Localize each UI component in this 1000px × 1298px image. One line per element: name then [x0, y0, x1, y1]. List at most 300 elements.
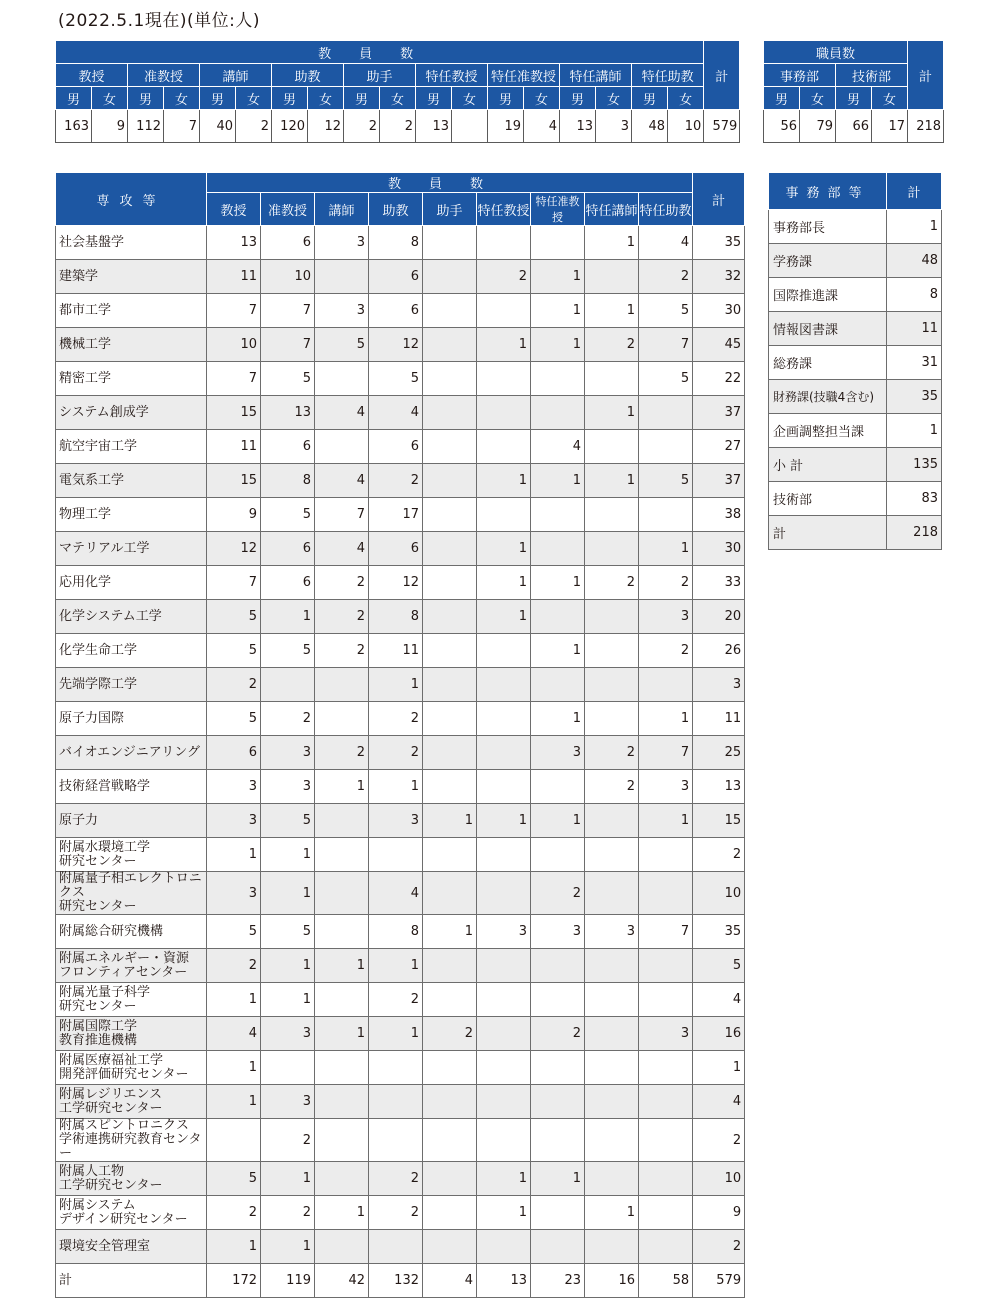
- count-cell: 1: [207, 1085, 261, 1119]
- gender-header: 女: [872, 87, 908, 110]
- count-cell: [585, 804, 639, 838]
- total-cell: 119: [261, 1264, 315, 1298]
- count-cell: [639, 498, 693, 532]
- count-cell: [585, 1162, 639, 1196]
- office-name: 小 計: [769, 448, 887, 482]
- count-cell: [585, 838, 639, 872]
- office-total: 135: [887, 448, 942, 482]
- count-cell: [531, 600, 585, 634]
- row-total: 35: [693, 915, 745, 949]
- count-cell: 6: [207, 736, 261, 770]
- office-name: 情報図書課: [769, 312, 887, 346]
- count-cell: 7: [261, 328, 315, 362]
- count-cell: 1: [477, 566, 531, 600]
- count-cell: [315, 702, 369, 736]
- gender-header: 女: [380, 87, 416, 110]
- count-cell: [531, 498, 585, 532]
- count-cell: [639, 872, 693, 915]
- major-name: 原子力: [56, 804, 207, 838]
- count-cell: 2: [423, 1017, 477, 1051]
- count-cell: 8: [369, 915, 423, 949]
- count-cell: [531, 770, 585, 804]
- rank-header: 特任教授: [416, 64, 488, 87]
- count-cell: [531, 532, 585, 566]
- office-total: 35: [887, 380, 942, 414]
- major-header: 専攻等: [56, 173, 207, 226]
- office-total: 218: [887, 516, 942, 550]
- count-cell: 1: [531, 804, 585, 838]
- count-cell: 2: [369, 1196, 423, 1230]
- count-cell: 5: [639, 362, 693, 396]
- count-cell: 1: [315, 1017, 369, 1051]
- row-total: 16: [693, 1017, 745, 1051]
- count-cell: 1: [531, 566, 585, 600]
- count-cell: 5: [639, 294, 693, 328]
- count-cell: 7: [639, 328, 693, 362]
- count-cell: 5: [261, 634, 315, 668]
- count-cell: 3: [261, 1085, 315, 1119]
- office-name: 事務部長: [769, 210, 887, 244]
- major-name: 附属スピントロニクス 学術連携研究教育センター: [56, 1119, 207, 1162]
- count-cell: 8: [261, 464, 315, 498]
- staff-group-header: 職員数: [764, 41, 908, 64]
- rank-header: 助手: [344, 64, 416, 87]
- count-cell: 7: [207, 566, 261, 600]
- major-name: 附属医療福祉工学 開発評価研究センター: [56, 1051, 207, 1085]
- row-total: 37: [693, 464, 745, 498]
- row-total: 11: [693, 702, 745, 736]
- count-cell: [531, 1085, 585, 1119]
- rank-column-header: 助教: [369, 193, 423, 226]
- count-cell: [585, 949, 639, 983]
- rank-header: 准教授: [128, 64, 200, 87]
- count-cell: [477, 872, 531, 915]
- table-row: [56, 226, 745, 260]
- gender-header: 女: [668, 87, 704, 110]
- count-cell: 6: [369, 260, 423, 294]
- total-cell: 172: [207, 1264, 261, 1298]
- table-row: [56, 1051, 745, 1085]
- row-total: 22: [693, 362, 745, 396]
- rank-column-header: 教授: [207, 193, 261, 226]
- count-cell: [423, 702, 477, 736]
- office-row: [769, 244, 942, 278]
- count-cell: [423, 328, 477, 362]
- count-cell: 2: [639, 260, 693, 294]
- major-name: 附属エネルギー・資源 フロンティアセンター: [56, 949, 207, 983]
- office-total: 31: [887, 346, 942, 380]
- office-name-header: 事務部等: [769, 173, 887, 210]
- rank-column-header: 特任講師: [585, 193, 639, 226]
- count-cell: 3: [477, 915, 531, 949]
- table-row: [56, 1162, 745, 1196]
- count-cell: 1: [585, 464, 639, 498]
- rank-header: 助教: [272, 64, 344, 87]
- count-cell: [369, 1119, 423, 1162]
- count-cell: [315, 1162, 369, 1196]
- count-cell: [423, 872, 477, 915]
- row-total: 25: [693, 736, 745, 770]
- count-cell: [477, 1051, 531, 1085]
- office-name: 技術部: [769, 482, 887, 516]
- row-total: 45: [693, 328, 745, 362]
- count-cell: [531, 1230, 585, 1264]
- gender-header: 女: [800, 87, 836, 110]
- rank-column-header: 特任教授: [477, 193, 531, 226]
- major-name: 物理工学: [56, 498, 207, 532]
- summary-value: 40: [200, 110, 236, 143]
- major-name: 電気系工学: [56, 464, 207, 498]
- count-cell: 1: [423, 804, 477, 838]
- office-name: 財務課(技職4含む): [769, 380, 887, 414]
- count-cell: 3: [585, 915, 639, 949]
- count-cell: 4: [639, 226, 693, 260]
- count-cell: 1: [639, 804, 693, 838]
- rank-column-header: 講師: [315, 193, 369, 226]
- count-cell: 7: [315, 498, 369, 532]
- faculty-count-header: 教員数: [207, 173, 693, 193]
- rank-header: 特任准教授: [488, 64, 560, 87]
- gender-header: 女: [236, 87, 272, 110]
- count-cell: 1: [639, 532, 693, 566]
- count-cell: 1: [207, 1051, 261, 1085]
- count-cell: [423, 736, 477, 770]
- count-cell: [315, 1119, 369, 1162]
- table-row: [56, 1230, 745, 1264]
- office-total: 48: [887, 244, 942, 278]
- count-cell: 1: [639, 702, 693, 736]
- count-cell: 2: [369, 983, 423, 1017]
- count-cell: [585, 872, 639, 915]
- table-row: [56, 260, 745, 294]
- office-name: 総務課: [769, 346, 887, 380]
- count-cell: 6: [369, 430, 423, 464]
- count-cell: [477, 1119, 531, 1162]
- count-cell: [315, 430, 369, 464]
- count-cell: 2: [585, 566, 639, 600]
- count-cell: 1: [315, 949, 369, 983]
- office-name: 学務課: [769, 244, 887, 278]
- major-name: 航空宇宙工学: [56, 430, 207, 464]
- count-cell: [639, 838, 693, 872]
- gender-header: 女: [452, 87, 488, 110]
- count-cell: [477, 498, 531, 532]
- count-cell: [639, 396, 693, 430]
- count-cell: [585, 634, 639, 668]
- count-cell: 2: [315, 634, 369, 668]
- table-row: [56, 634, 745, 668]
- count-cell: [639, 1051, 693, 1085]
- table-row: [56, 600, 745, 634]
- count-cell: 1: [477, 804, 531, 838]
- summary-value: 112: [128, 110, 164, 143]
- count-cell: [531, 838, 585, 872]
- grand-total: 579: [693, 1264, 745, 1298]
- major-name: 附属光量子科学 研究センター: [56, 983, 207, 1017]
- count-cell: 10: [261, 260, 315, 294]
- count-cell: 2: [207, 668, 261, 702]
- count-cell: 6: [261, 532, 315, 566]
- count-cell: 3: [639, 1017, 693, 1051]
- count-cell: 1: [531, 294, 585, 328]
- major-name: 附属システム デザイン研究センター: [56, 1196, 207, 1230]
- count-cell: 2: [315, 736, 369, 770]
- count-cell: 2: [261, 1196, 315, 1230]
- table-row: [56, 915, 745, 949]
- count-cell: 3: [261, 736, 315, 770]
- count-cell: [531, 949, 585, 983]
- row-total: 1: [693, 1051, 745, 1085]
- major-name: 化学生命工学: [56, 634, 207, 668]
- count-cell: 1: [477, 328, 531, 362]
- summary-value: 13: [560, 110, 596, 143]
- count-cell: [531, 1051, 585, 1085]
- staff-value: 17: [872, 110, 908, 143]
- count-cell: 4: [531, 430, 585, 464]
- count-cell: [477, 226, 531, 260]
- count-cell: 5: [207, 915, 261, 949]
- count-cell: [477, 1085, 531, 1119]
- count-cell: [477, 294, 531, 328]
- count-cell: 12: [369, 566, 423, 600]
- count-cell: [477, 949, 531, 983]
- count-cell: 2: [477, 260, 531, 294]
- major-name: 化学システム工学: [56, 600, 207, 634]
- count-cell: 2: [585, 770, 639, 804]
- total-cell: 132: [369, 1264, 423, 1298]
- count-cell: 4: [315, 396, 369, 430]
- count-cell: 1: [585, 1196, 639, 1230]
- rank-column-header: 准教授: [261, 193, 315, 226]
- count-cell: [585, 1017, 639, 1051]
- count-cell: 1: [261, 1162, 315, 1196]
- count-cell: [423, 600, 477, 634]
- office-row: [769, 380, 942, 414]
- count-cell: [531, 983, 585, 1017]
- count-cell: [639, 430, 693, 464]
- count-cell: [639, 1119, 693, 1162]
- count-cell: 1: [585, 396, 639, 430]
- table-row: [56, 736, 745, 770]
- major-name: システム創成学: [56, 396, 207, 430]
- gender-header: 男: [488, 87, 524, 110]
- table-row: [56, 498, 745, 532]
- count-cell: 2: [315, 600, 369, 634]
- count-cell: 7: [207, 362, 261, 396]
- office-name: 企画調整担当課: [769, 414, 887, 448]
- count-cell: [531, 1119, 585, 1162]
- staff-value: 66: [836, 110, 872, 143]
- count-cell: [423, 396, 477, 430]
- gender-header: 男: [344, 87, 380, 110]
- total-cell: 13: [477, 1264, 531, 1298]
- major-name: 原子力国際: [56, 702, 207, 736]
- count-cell: 1: [369, 949, 423, 983]
- row-total: 35: [693, 226, 745, 260]
- summary-value: 9: [92, 110, 128, 143]
- staff-value: 79: [800, 110, 836, 143]
- count-cell: 11: [369, 634, 423, 668]
- row-total: 5: [693, 949, 745, 983]
- count-cell: 1: [585, 226, 639, 260]
- count-cell: [315, 872, 369, 915]
- staff-summary-table: [763, 40, 944, 143]
- count-cell: 3: [207, 770, 261, 804]
- total-cell: 4: [423, 1264, 477, 1298]
- major-name: 機械工学: [56, 328, 207, 362]
- row-total: 26: [693, 634, 745, 668]
- count-cell: 3: [315, 226, 369, 260]
- row-total: 30: [693, 294, 745, 328]
- count-cell: 12: [207, 532, 261, 566]
- count-cell: [585, 1119, 639, 1162]
- table-row: [56, 396, 745, 430]
- rank-header: 教授: [56, 64, 128, 87]
- summary-value: 2: [236, 110, 272, 143]
- count-cell: 1: [477, 600, 531, 634]
- count-cell: [423, 464, 477, 498]
- gender-header: 男: [764, 87, 800, 110]
- count-cell: 4: [369, 872, 423, 915]
- count-cell: 15: [207, 464, 261, 498]
- count-cell: 5: [261, 804, 315, 838]
- summary-value: 13: [416, 110, 452, 143]
- count-cell: [585, 532, 639, 566]
- table-row: [56, 362, 745, 396]
- count-cell: 3: [531, 915, 585, 949]
- summary-value: 2: [344, 110, 380, 143]
- count-cell: 11: [207, 260, 261, 294]
- count-cell: [423, 1051, 477, 1085]
- count-cell: 6: [369, 294, 423, 328]
- count-cell: [477, 770, 531, 804]
- gender-header: 女: [308, 87, 344, 110]
- count-cell: 4: [315, 532, 369, 566]
- count-cell: [423, 983, 477, 1017]
- count-cell: 1: [261, 838, 315, 872]
- count-cell: [477, 1017, 531, 1051]
- count-cell: 1: [261, 983, 315, 1017]
- count-cell: 1: [423, 915, 477, 949]
- count-cell: [423, 1162, 477, 1196]
- count-cell: [477, 634, 531, 668]
- count-cell: [531, 226, 585, 260]
- gender-header: 男: [56, 87, 92, 110]
- row-total: 3: [693, 668, 745, 702]
- count-cell: [423, 260, 477, 294]
- table-row: [56, 566, 745, 600]
- count-cell: [423, 949, 477, 983]
- count-cell: 5: [369, 362, 423, 396]
- table-row: [56, 294, 745, 328]
- gender-header: 女: [524, 87, 560, 110]
- row-total: 32: [693, 260, 745, 294]
- count-cell: 1: [207, 983, 261, 1017]
- count-cell: 3: [207, 804, 261, 838]
- count-cell: 8: [369, 600, 423, 634]
- table-row: [56, 328, 745, 362]
- count-cell: 15: [207, 396, 261, 430]
- office-row: [769, 414, 942, 448]
- count-cell: [585, 362, 639, 396]
- table-row: [56, 668, 745, 702]
- row-total: 10: [693, 872, 745, 915]
- count-cell: 5: [207, 1162, 261, 1196]
- count-cell: 3: [639, 600, 693, 634]
- table-row: [56, 1085, 745, 1119]
- count-cell: 1: [261, 1230, 315, 1264]
- count-cell: [477, 396, 531, 430]
- gender-header: 男: [560, 87, 596, 110]
- count-cell: [315, 362, 369, 396]
- count-cell: 5: [639, 464, 693, 498]
- table-row: [56, 949, 745, 983]
- total-label: 計: [56, 1264, 207, 1298]
- row-total: 27: [693, 430, 745, 464]
- count-cell: [369, 1085, 423, 1119]
- row-total: 10: [693, 1162, 745, 1196]
- summary-value: 12: [308, 110, 344, 143]
- office-row: [769, 210, 942, 244]
- count-cell: 3: [207, 872, 261, 915]
- gender-header: 女: [164, 87, 200, 110]
- count-cell: [423, 1196, 477, 1230]
- count-cell: 4: [315, 464, 369, 498]
- office-row: [769, 346, 942, 380]
- table-row: [56, 430, 745, 464]
- count-cell: [477, 668, 531, 702]
- count-cell: 4: [207, 1017, 261, 1051]
- count-cell: [315, 1051, 369, 1085]
- summary-value: 10: [668, 110, 704, 143]
- major-name: 都市工学: [56, 294, 207, 328]
- count-cell: 1: [477, 532, 531, 566]
- office-total: 1: [887, 210, 942, 244]
- major-name: 附属総合研究機構: [56, 915, 207, 949]
- gender-header: 男: [128, 87, 164, 110]
- count-cell: [585, 668, 639, 702]
- summary-value: 120: [272, 110, 308, 143]
- total-cell: 16: [585, 1264, 639, 1298]
- count-cell: [477, 983, 531, 1017]
- table-row: [56, 983, 745, 1017]
- count-cell: 12: [369, 328, 423, 362]
- count-cell: 2: [207, 949, 261, 983]
- page-caption: (2022.5.1現在)(単位:人): [58, 11, 260, 31]
- office-name: 国際推進課: [769, 278, 887, 312]
- gender-header: 男: [836, 87, 872, 110]
- row-total: 9: [693, 1196, 745, 1230]
- staff-value: 56: [764, 110, 800, 143]
- count-cell: 1: [261, 872, 315, 915]
- count-cell: 2: [369, 736, 423, 770]
- row-total: 15: [693, 804, 745, 838]
- count-cell: 3: [261, 1017, 315, 1051]
- row-total: 2: [693, 1230, 745, 1264]
- table-row: [56, 1017, 745, 1051]
- count-cell: 1: [477, 1196, 531, 1230]
- count-cell: [639, 668, 693, 702]
- count-cell: 1: [207, 1230, 261, 1264]
- gender-header: 男: [272, 87, 308, 110]
- count-cell: [423, 498, 477, 532]
- count-cell: 5: [261, 915, 315, 949]
- count-cell: 2: [639, 566, 693, 600]
- count-cell: [315, 668, 369, 702]
- count-cell: [639, 949, 693, 983]
- major-name: 附属水環境工学 研究センター: [56, 838, 207, 872]
- count-cell: 3: [369, 804, 423, 838]
